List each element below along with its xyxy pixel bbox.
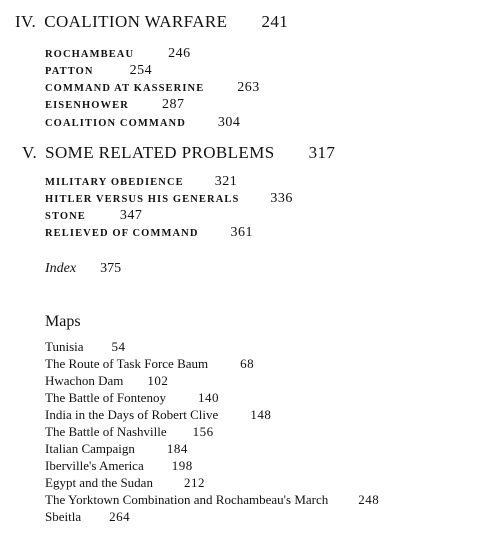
map-entry: [45, 492, 379, 508]
map-title: Hwachon Dam: [45, 373, 124, 388]
map-title: The Yorktown Combination and Rochambeau's March: [45, 492, 329, 507]
map-entry: [45, 356, 254, 372]
map-entry: [45, 373, 168, 389]
chapter-entry: [45, 80, 260, 96]
chapter-title: ROCHAMBEAU: [45, 49, 135, 60]
map-page: 148: [250, 407, 272, 422]
index-entry: [45, 261, 121, 277]
map-title: The Route of Task Force Baum: [45, 356, 209, 371]
chapter-page: 287: [161, 97, 185, 112]
chapter-page: 336: [270, 191, 293, 206]
part-page: 241: [261, 12, 289, 31]
chapter-entry: [45, 208, 142, 224]
map-title: India in the Days of Robert Clive: [45, 407, 219, 422]
part-numeral: V.: [22, 143, 38, 162]
chapter-title: EISENHOWER: [45, 100, 129, 111]
map-entry: [45, 441, 188, 457]
chapter-entry: [45, 97, 184, 113]
part-page: 317: [308, 143, 336, 162]
maps-heading: Maps: [45, 313, 81, 330]
map-entry: [45, 390, 219, 406]
chapter-title: COALITION COMMAND: [45, 118, 186, 129]
map-entry: [45, 339, 126, 355]
map-title: Egypt and the Sudan: [45, 475, 153, 490]
map-entry: [45, 458, 193, 474]
index-label: Index: [45, 261, 77, 276]
chapter-entry: [45, 46, 191, 62]
map-entry: [45, 475, 205, 491]
chapter-page: 263: [237, 80, 260, 95]
map-title: The Battle of Fontenoy: [45, 390, 166, 405]
map-page: 54: [111, 339, 126, 354]
map-page: 102: [147, 373, 169, 388]
index-page: 375: [100, 261, 122, 276]
map-entry: [45, 407, 271, 423]
map-page: 184: [166, 441, 188, 456]
map-page: 198: [171, 458, 193, 473]
map-entry: [45, 424, 214, 440]
map-page: 212: [183, 475, 205, 490]
chapter-page: 304: [217, 115, 241, 130]
chapter-page: 254: [129, 63, 153, 78]
map-title: The Battle of Nashville: [45, 424, 167, 439]
chapter-entry: [45, 191, 293, 207]
chapter-entry: [45, 115, 240, 131]
chapter-title: PATTON: [45, 66, 94, 77]
chapter-page: 246: [168, 46, 191, 61]
map-page: 248: [358, 492, 380, 507]
chapter-page: 347: [119, 208, 143, 223]
chapter-entry: [45, 63, 152, 79]
chapter-title: MILITARY OBEDIENCE: [45, 177, 184, 188]
chapter-entry: [45, 225, 253, 241]
chapter-title: HITLER VERSUS HIS GENERALS: [45, 194, 240, 205]
part-title: SOME RELATED PROBLEMS: [45, 143, 275, 162]
chapter-title: RELIEVED OF COMMAND: [45, 228, 199, 239]
map-entry: [45, 509, 130, 525]
chapter-page: 321: [214, 174, 238, 189]
chapter-title: STONE: [45, 211, 86, 222]
chapter-title: COMMAND AT KASSERINE: [45, 83, 205, 94]
map-title: Italian Campaign: [45, 441, 135, 456]
chapter-page: 361: [230, 225, 254, 240]
map-title: Tunisia: [45, 339, 84, 354]
map-page: 156: [192, 424, 214, 439]
part-title: COALITION WARFARE: [44, 12, 228, 31]
map-page: 140: [197, 390, 219, 405]
map-title: Sbeitla: [45, 509, 82, 524]
map-page: 68: [240, 356, 255, 371]
part-heading-iv: [15, 12, 288, 32]
chapter-entry: [45, 174, 237, 190]
part-numeral: IV.: [15, 12, 37, 31]
part-heading-v: [22, 143, 335, 163]
map-title: Iberville's America: [45, 458, 144, 473]
map-page: 264: [109, 509, 131, 524]
